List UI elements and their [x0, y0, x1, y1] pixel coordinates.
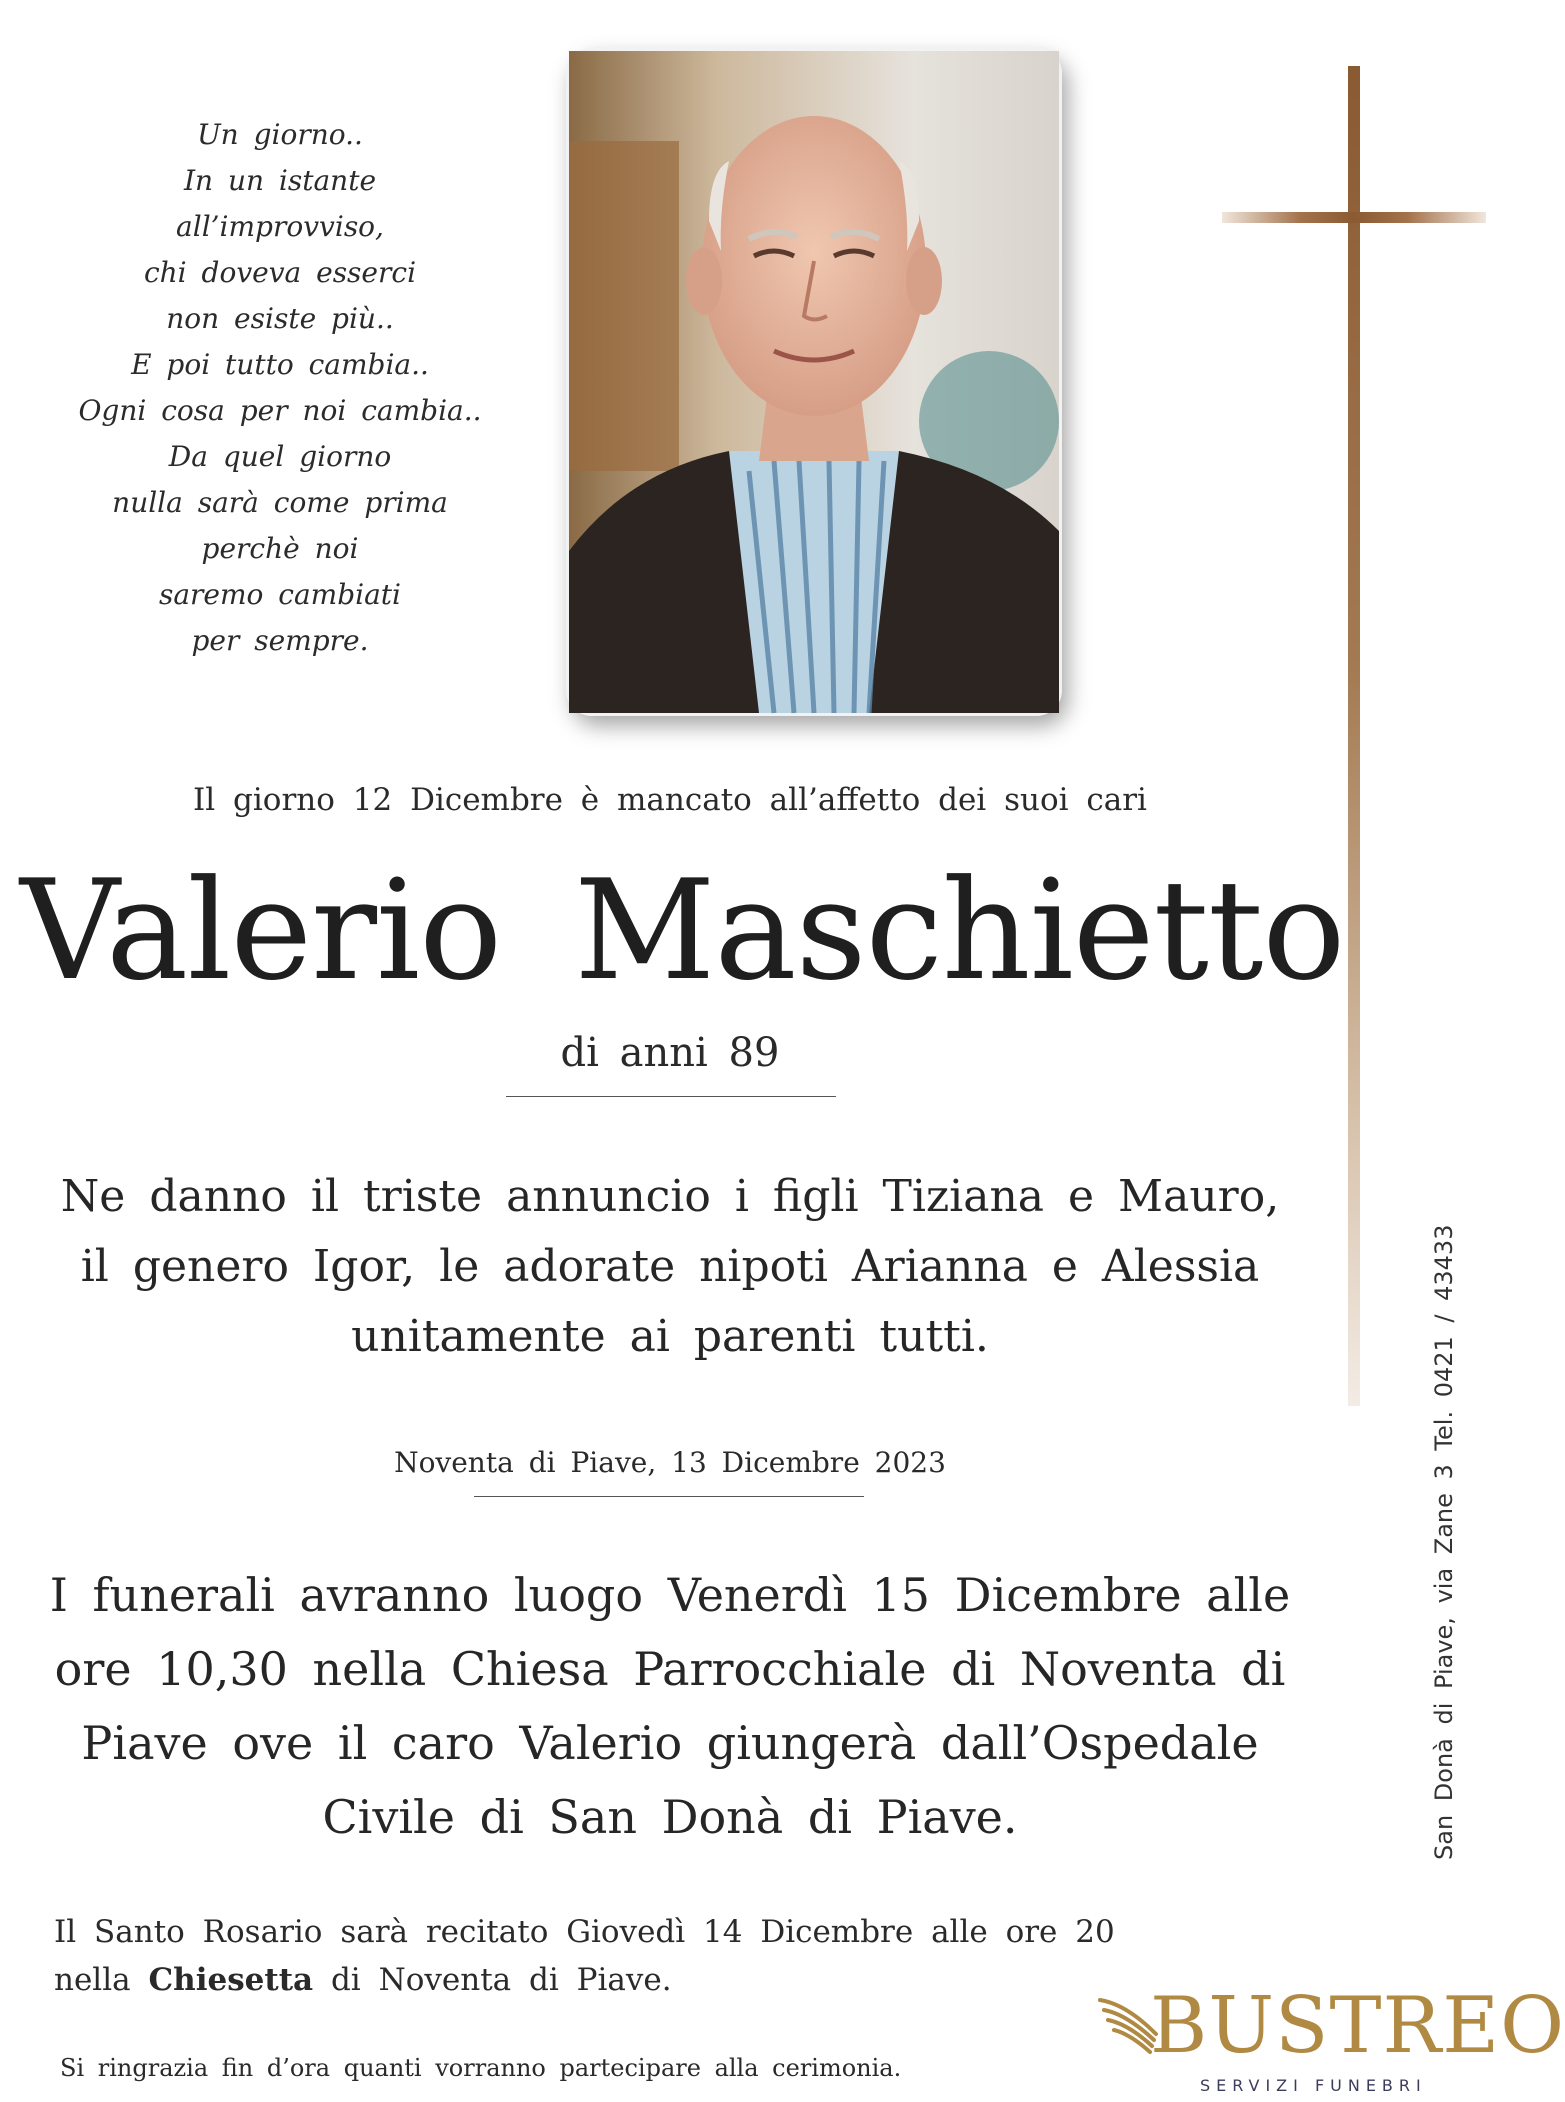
portrait-photo — [566, 48, 1062, 716]
poem-line: E poi tutto cambia.. — [131, 348, 429, 381]
poem-line: non esiste più.. — [166, 302, 394, 335]
announcement — [40, 1162, 1300, 1372]
divider — [506, 1096, 836, 1097]
rosary-line: Il Santo Rosario sarà recitato Giovedì 14 Dicembre alle ore 20 — [54, 1914, 1115, 1950]
poem-line: Un giorno.. — [197, 118, 363, 151]
funeral-line: ore 10,30 nella Chiesa Parrocchiale di Noventa di — [54, 1642, 1286, 1696]
poem-line: Ogni cosa per noi cambia.. — [78, 394, 482, 427]
thanks-text: Si ringrazia fin d’ora quanti vorranno partecipare alla cerimonia. — [60, 2054, 902, 2082]
portrait-illustration — [569, 51, 1059, 713]
poem-line: Da quel giorno — [168, 440, 392, 473]
poem-line: per sempre. — [191, 624, 369, 657]
age-text: di anni 89 — [560, 1030, 780, 1076]
poem-line: saremo cambiati — [158, 578, 402, 611]
poem-line: perchè noi — [201, 532, 359, 565]
logo-subtitle: SERVIZI FUNEBRI — [1200, 2076, 1427, 2095]
funeral-line: Civile di San Donà di Piave. — [322, 1790, 1018, 1844]
rosary-line — [54, 1956, 1154, 2004]
poem — [60, 112, 500, 664]
rosary-location: Chiesetta — [148, 1962, 314, 1998]
funeral-line: Piave ove il caro Valerio giungerà dall’Ospedale — [81, 1716, 1259, 1770]
place-date: Noventa di Piave, 13 Dicembre 2023 — [394, 1446, 946, 1479]
poem-line: all’improvviso, — [176, 210, 384, 243]
address-vertical: San Donà di Piave, via Zane 3 Tel. 0421 / 43433 — [1430, 1224, 1458, 1860]
deceased-name: Valerio Maschietto — [20, 850, 1345, 1011]
cross-horizontal-bar — [1222, 212, 1486, 223]
funeral-line: I funerali avranno luogo Venerdì 15 Dicembre alle — [49, 1568, 1291, 1622]
logo-name: BUSTREO — [1150, 1981, 1565, 2071]
announcement-line: il genero Igor, le adorate nipoti Arianna e Alessia — [80, 1241, 1260, 1292]
intro-text: Il giorno 12 Dicembre è mancato all’affetto dei suoi cari — [193, 782, 1147, 818]
rosary-info — [54, 1908, 1154, 2004]
announcement-line: Ne danno il triste annuncio i figli Tiziana e Mauro, — [60, 1171, 1280, 1222]
poem-line: chi doveva esserci — [143, 256, 417, 289]
poem-line: In un istante — [183, 164, 377, 197]
rosary-suffix: di Noventa di Piave. — [313, 1962, 672, 1998]
cross-vertical-bar — [1348, 66, 1360, 1406]
funeral-info — [30, 1558, 1310, 1854]
poem-line: nulla sarà come prima — [112, 486, 448, 519]
rosary-prefix: nella — [54, 1962, 149, 1998]
announcement-line: unitamente ai parenti tutti. — [351, 1311, 989, 1362]
divider — [474, 1496, 864, 1497]
